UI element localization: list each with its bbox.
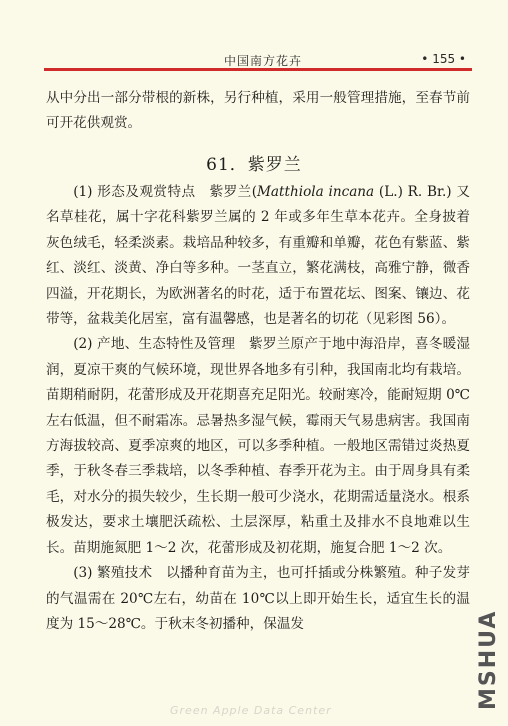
para1-rest: (L.) R. Br.) 又名草桂花，属十字花科紫罗兰属的 2 年或多年生草本花卉。全身披着灰色绒毛，轻柔淡素。栽培品种较多，有重瓣和单瓣，花色有紫蓝、紫红、淡红、淡黄、净白等多种。一茎直立，繁花满枝，高雅宁静，微香四溢，开花期长，为欧洲著名的时花，适于布置花坛、图案、镶边、花带等，盆栽美化居室，富有温馨感，也是著名的切花（见彩图 56）。 <box>46 184 470 328</box>
latin-name: Matthiola incana <box>257 184 375 200</box>
side-watermark-mark: MSHUA <box>476 609 501 711</box>
paragraph-origin-ecology: (2) 产地、生态特性及管理 紫罗兰原产于地中海沿岸，喜冬暖湿润，夏凉干爽的气候环境，现世界各地多有引种，我国南北均有栽培。苗期稍耐阴，花蕾形成及开花期喜充足阳光。较耐寒冷，能耐短期 0℃左右低温，但不耐霜冻。忌暑热多湿气候，霉雨天气易患病害。我国南方海拔较高、夏季凉爽的地区，可以多季种植。一般地区需错过炎热夏季，于秋冬春三季栽培，以冬季种植、春季开花为主。由于周身具有柔毛，对水分的损失较少，生长期一般可少浇水，花期需适量浇水。根系极发达，要求土壤肥沃疏松、土层深厚，粘重土及排水不良地难以生长。苗期施氮肥 1～2 次，花蕾形成及初花期，施复合肥 1～2 次。 <box>46 336 470 556</box>
section-title: 61．紫罗兰 <box>206 155 302 175</box>
main-text <box>46 180 470 637</box>
para1-lead: (1) 形态及观赏特点 紫罗兰( <box>73 184 258 200</box>
header-rule <box>44 68 472 71</box>
footer-watermark: Green Apple Data Center <box>170 704 332 717</box>
paragraph-form-features <box>46 180 470 332</box>
running-header <box>44 50 472 68</box>
intro-block <box>46 86 470 137</box>
page-number: • 155 • <box>421 52 466 66</box>
intro-paragraph: 从中分出一部分带根的新株，另行种植，采用一般管理措施，至春节前可开花供观赏。 <box>46 90 470 132</box>
paragraph-propagation: (3) 繁殖技术 以播种育苗为主，也可扦插或分株繁殖。种子发芽的气温需在 20℃左右，幼苗在 10℃以上即开始生长，适宜生长的温度为 15～28℃。于秋末冬初播种，保温发 <box>46 565 470 632</box>
header-title: 中国南方花卉 <box>224 54 303 68</box>
